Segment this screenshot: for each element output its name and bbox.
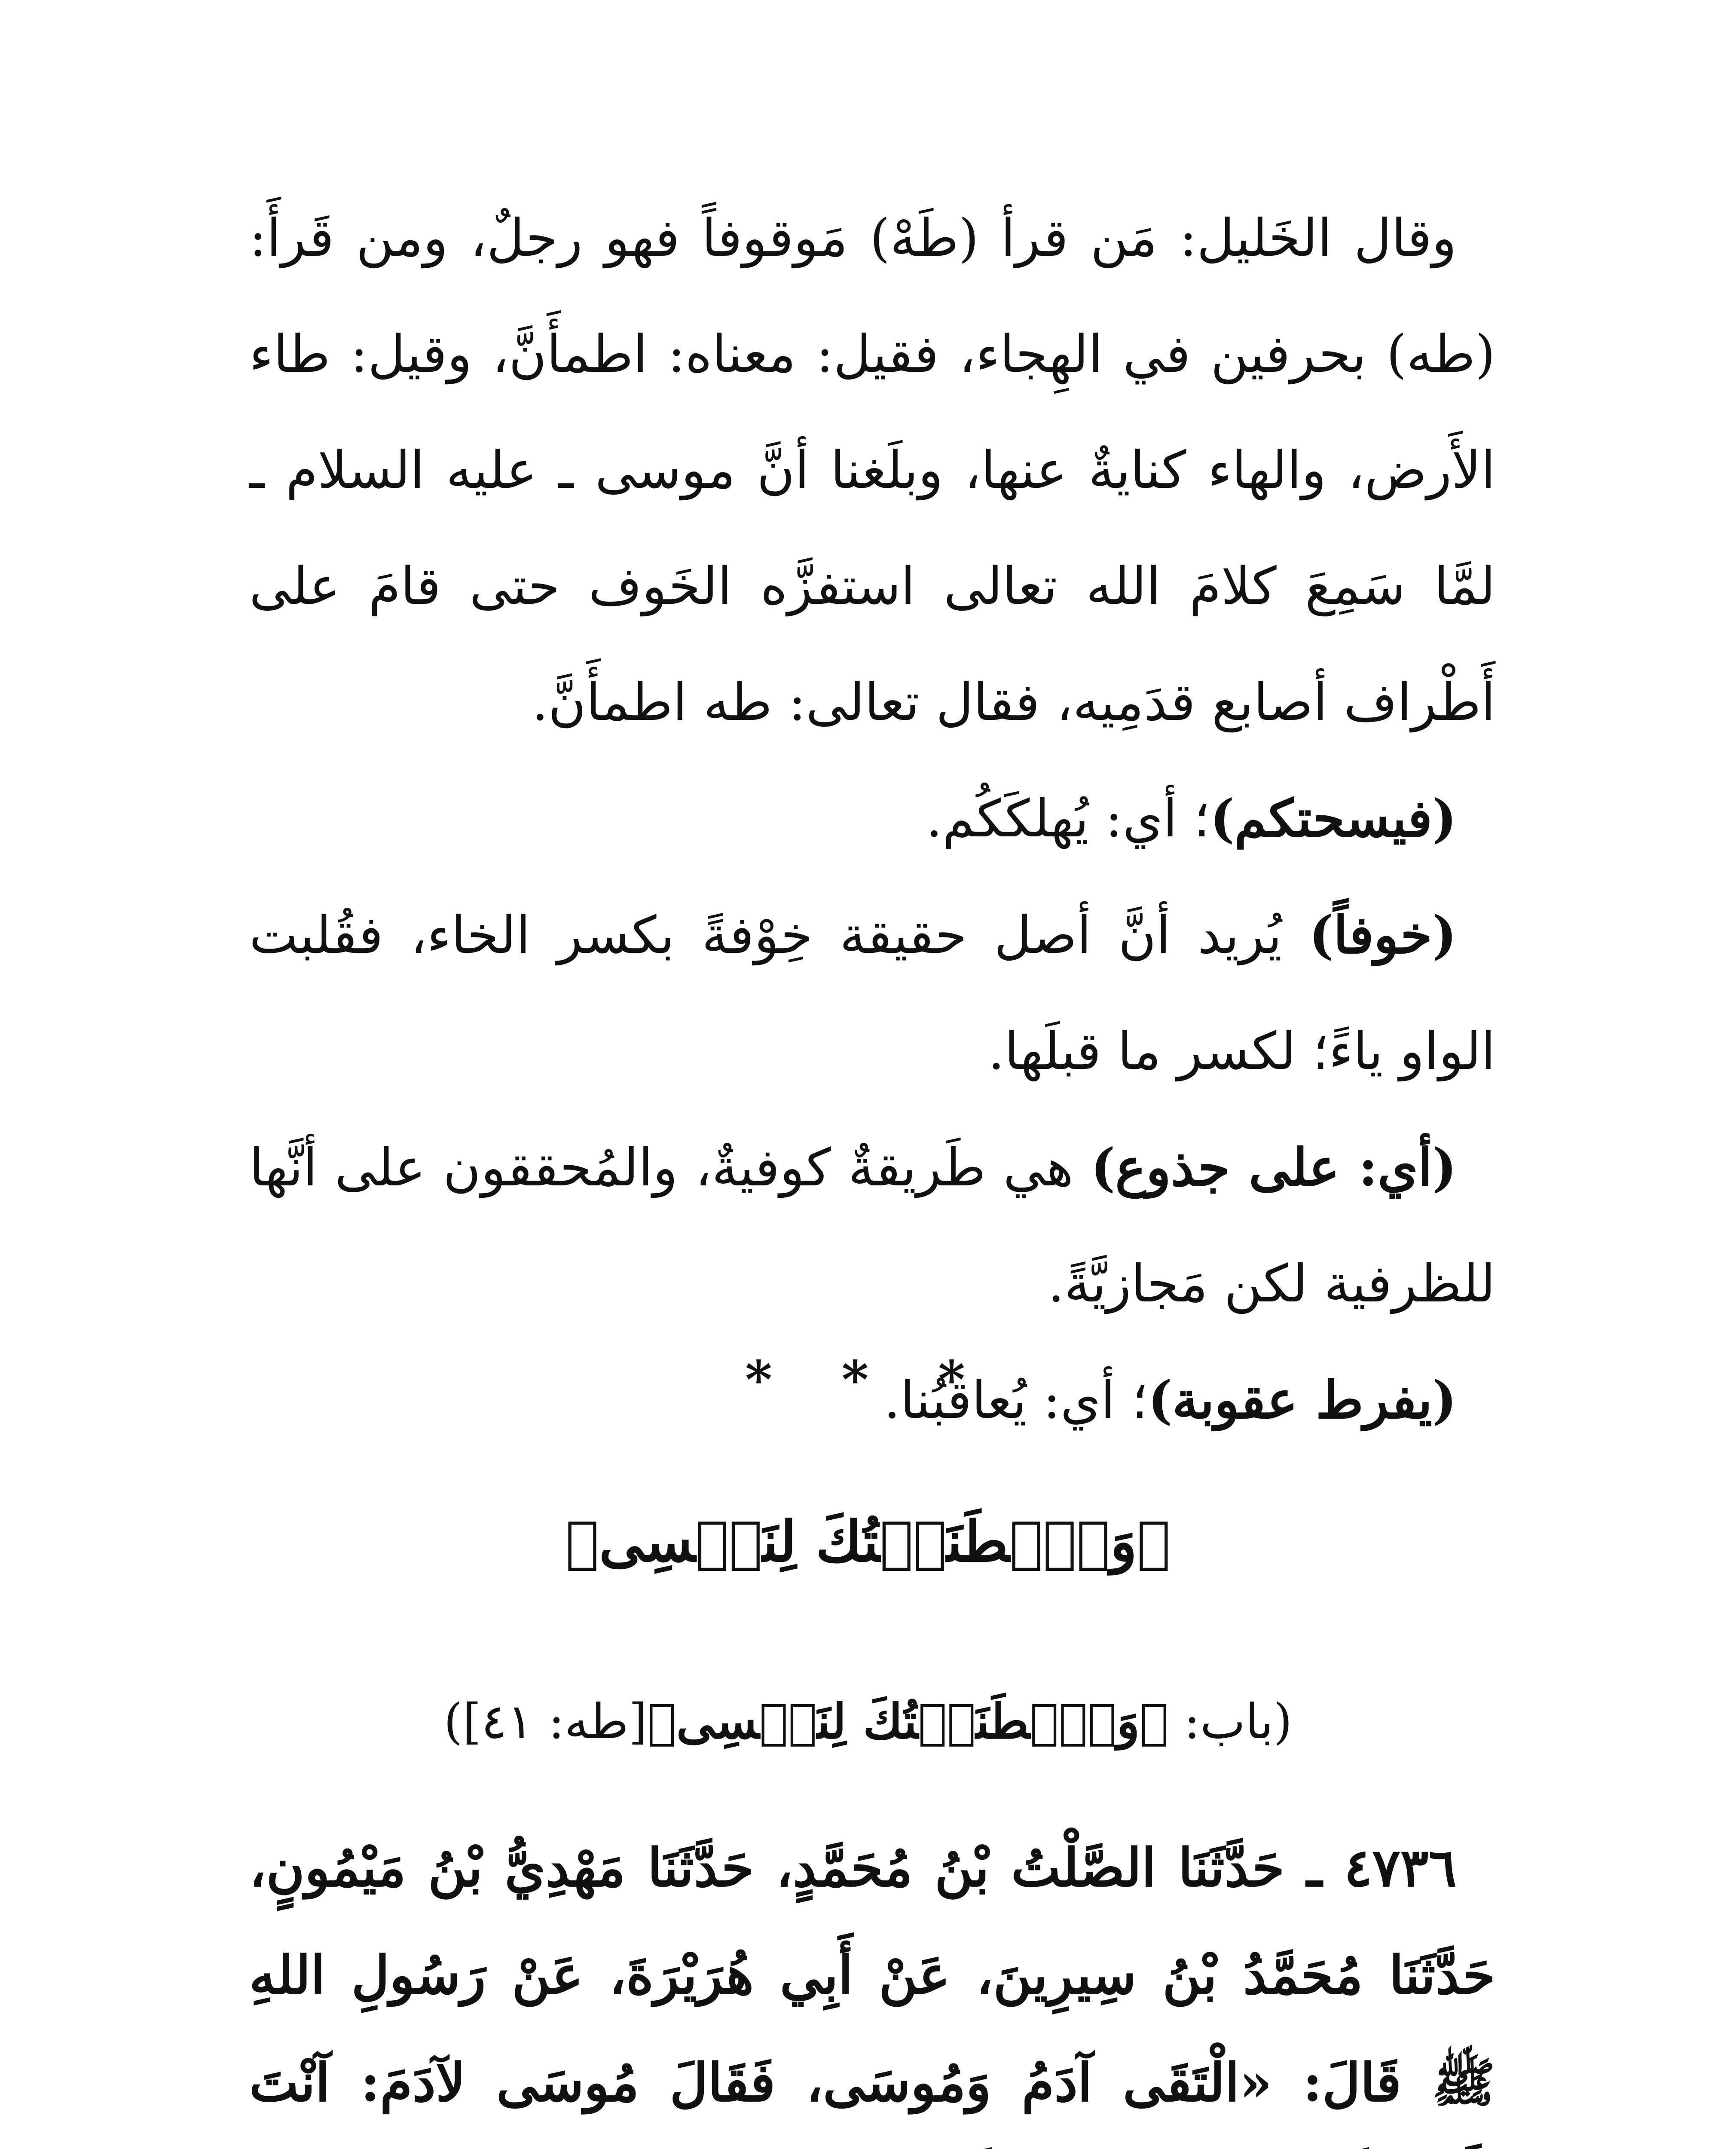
commentary-text: ؛ أي: يُهلكَكُم. [926,789,1210,849]
commentary-paragraph [249,181,1495,761]
commentary-text: وقال الخَليل: مَن قرأ (طَهْ) مَوقوفاً فهو رجلٌ، ومن قَرأَ: (طه) بحرفين في الهِجاء، فقيل: معناه: اطمأَنَّ، وقيل: طاء الأَرض، والهاء كنايةٌ عنها، وبلَغنا أنَّ موسى ـ عليه السلام ـ لمَّا سَمِعَ كلامَ الله تعالى استفزَّه الخَوف حتى قامَ على أَطْراف أصابع قدَمِيه، فقال تعالى: طه اطمأَنَّ. [249,208,1495,732]
chapter-title: ﴿وَٱصۡطَنَعۡتُكَ لِنَفۡسِى﴾ [565,1509,1171,1574]
section-separator: * * * [745,1350,991,1410]
commentary-term: (فيسحتكم) [1210,788,1457,849]
bab-reference: [طه: ٤١]) [443,1694,648,1750]
commentary-paragraph [249,1110,1495,1342]
commentary-term: (أي: على جذوع) [1091,1137,1457,1198]
commentary-term: (يفرط عقوبة) [1148,1370,1457,1430]
commentary-text: هي طَريقةٌ كوفيةٌ، والمُحققون على أنَّها للظرفية لكن مَجازيَّةً. [249,1138,1495,1314]
bab-prefix: (باب: [1168,1694,1293,1750]
hadith-text: ٤٧٣٦ ـ حَدَّثَنَا الصَّلْتُ بْنُ مُحَمَّدٍ، حَدَّثَنَا مَهْدِيُّ بْنُ مَيْمُونٍ، حَدَّثَنَا مُحَمَّدُ بْنُ سِيرِينَ، عَنْ أَبِي هُرَيْرَةَ، عَنْ رَسُولِ اللهِ ﷺ قَالَ: «الْتَقَى آدَمُ وَمُوسَى، فَقَالَ مُوسَى لآدَمَ: آنْتَ [249,1837,1495,2113]
commentary-paragraph [249,761,1495,877]
commentary-term: (خوفاً) [1309,905,1457,965]
commentary-paragraph [249,877,1495,1110]
commentary-section [249,181,1495,1459]
bab-heading [0,1693,1736,1750]
hadith-section [249,1814,1495,2149]
commentary-text: يُريد أنَّ أصل حقيقة خِوْفةً بكسر الخاء، فقُلبت الواو ياءً؛ لكسر ما قبلَها. [249,906,1495,1081]
commentary-text: ؛ أي: يُعاقبُنا. [883,1371,1148,1430]
bab-verse: ﴿وَٱصۡطَنَعۡتُكَ لِنَفۡسِى﴾ [647,1693,1169,1750]
